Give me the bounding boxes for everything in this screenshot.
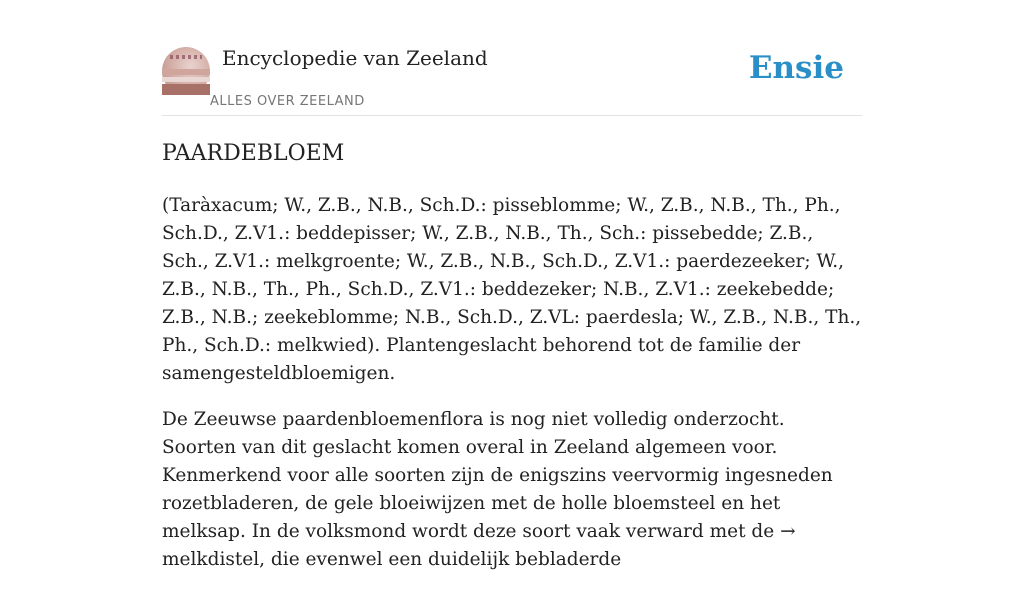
site-logo-avatar[interactable] [162,47,210,95]
avatar-detail [170,55,202,59]
article-title: PAARDEBLOEM [162,141,345,166]
melkdistel-link[interactable]: → melkdistel [162,521,796,570]
avatar-detail [162,77,210,82]
article [162,138,862,592]
paragraph-2-text: De Zeeuwse paardenbloemenflora is nog niet volledig onderzocht. Soorten van dit geslacht komen overal in Zeeland algemeen voor. Kenmerkend voor alle soorten zijn de enigszins veervormig ingesneden rozetbladeren, de gele bloeiwijzen met de holle bloemsteel en het melksap. In de volksmond wordt deze soort vaak verward met de [162,409,833,542]
article-paragraph-2 [162,406,862,574]
ensie-brand-link[interactable]: Ensie [748,50,844,86]
site-tagline: ALLES OVER ZEELAND [210,94,365,109]
avatar-detail [162,69,210,75]
avatar-detail [162,84,210,95]
site-title-link[interactable]: Encyclopedie van Zeeland [222,46,488,70]
paragraph-2-text-continued: , die evenwel een duidelijk bebladerde [259,549,622,570]
header-divider [162,115,862,116]
article-paragraph-1: (Taràxacum; W., Z.B., N.B., Sch.D.: pisseblomme; W., Z.B., N.B., Th., Ph., Sch.D., Z.V1.: beddepisser; W., Z.B., N.B., Th., Sch.: pissebedde; Z.B., Sch., Z.V1.: melkgroente; W., Z.B., N.B., Sch.D., Z.V1.: paerdezeeker; W., Z.B., N.B., Th., Ph., Sch.D., Z.V1.: beddezeker; N.B., Z.V1.: zeekebedde; Z.B., N.B.; zeekeblomme; N.B., Sch.D., Z.VL: paerdesla; W., Z.B., N.B., Th., Ph., Sch.D.: melkwied). Plantengeslacht behorend tot de familie der samengesteldbloemigen. [162,195,862,384]
site-header [162,44,862,116]
